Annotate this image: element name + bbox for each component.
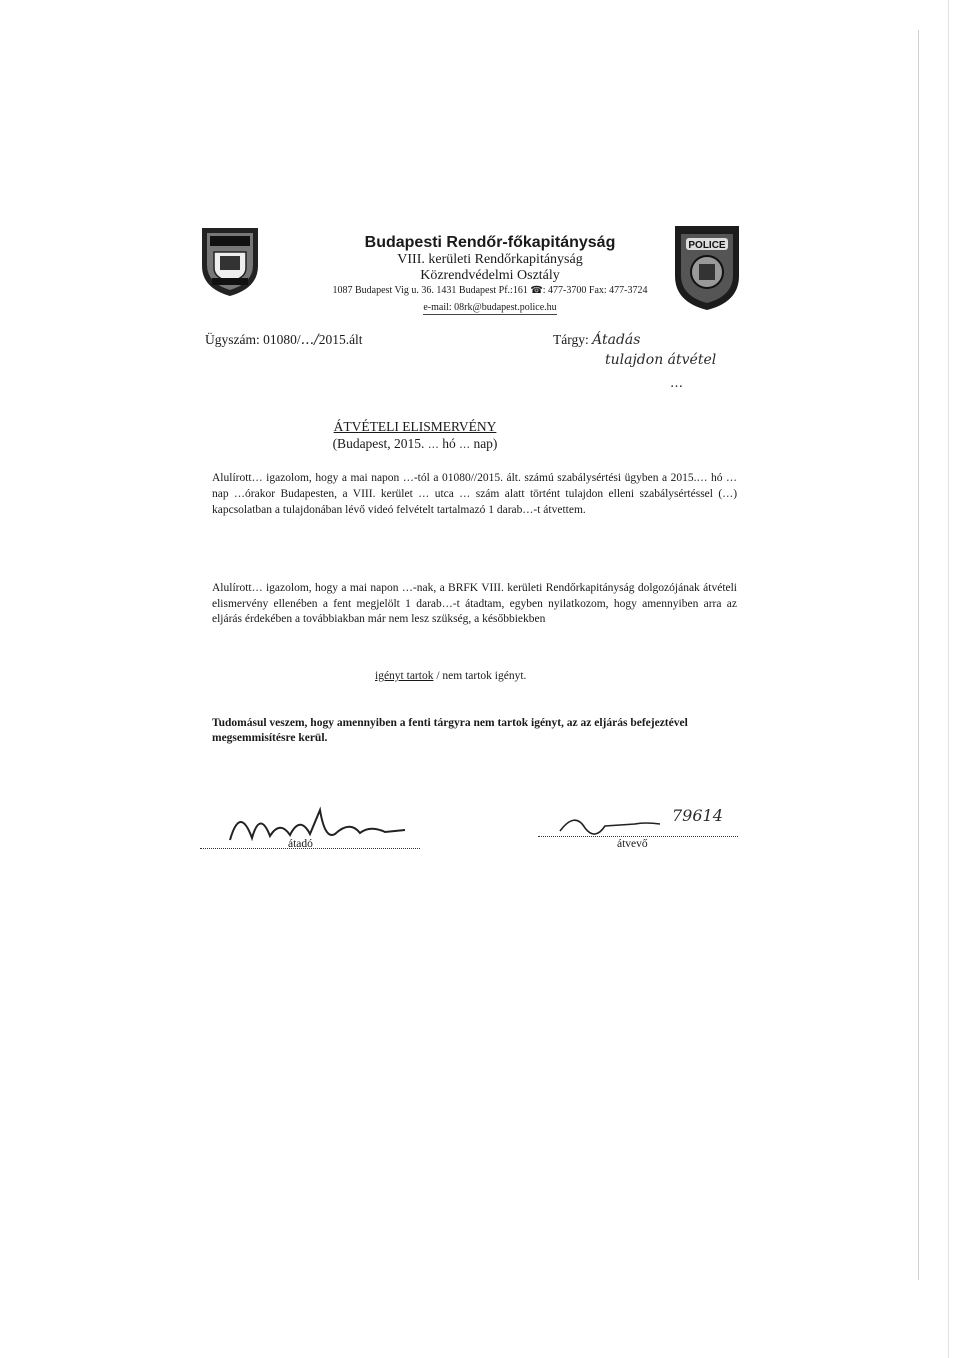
- claim-choice: [375, 670, 526, 682]
- p2-text: -nak,: [412, 582, 437, 594]
- disposal-notice: Tudomásul veszem, hogy amennyiben a fenti tárgyra nem tartok igényt, az az eljárás befejeztével megsemmisítésre kerül.: [212, 717, 688, 744]
- document-title: ÁTVÉTELI ELISMERVÉNY: [333, 419, 497, 434]
- claim-option-no: nem tartok igényt.: [442, 670, 527, 682]
- p2-text: a BRFK VIII. kerületi Rendőrkapitányság dolgozójának átvételi elismervény ellenében a fent: [212, 582, 738, 611]
- p1-item-handwritten: …: [522, 503, 534, 517]
- p1-day-handwritten: …: [726, 471, 738, 484]
- document-date: [300, 435, 530, 453]
- p1-text: nap: [212, 488, 229, 501]
- p1-text: szabálysértéssel (: [639, 488, 723, 501]
- document-title-block: [300, 418, 530, 453]
- p1-text: Alulírott: [212, 472, 252, 484]
- email-line: e-mail: 08rk@budapest.police.hu: [423, 302, 557, 313]
- case-number-handwritten: …/: [300, 332, 319, 348]
- p1-text: -t átvettem.: [533, 504, 586, 517]
- date-prefix: (Budapest, 2015.: [332, 436, 425, 451]
- p2-officer-handwritten: …: [401, 581, 413, 594]
- p2-text: Alulírott: [212, 582, 252, 594]
- p1-text: szám alatt történt tulajdon elleni: [475, 488, 635, 501]
- p2-text: -t átadtam, egyben nyilatkozom, hogy amennyiben: [452, 598, 699, 611]
- receiver-signature: [550, 806, 670, 846]
- p1-text: ) kapcsolatban a tulajdonában lévő videó: [212, 488, 738, 517]
- receiver-label: átvevő: [617, 838, 648, 850]
- p1-month-handwritten: …: [696, 471, 708, 484]
- p1-text: hó: [711, 472, 723, 484]
- p2-text: arra az eljárás érdekében a továbbiakban már nem lesz szükség, a későbbiekben: [212, 598, 737, 626]
- letterhead: [320, 234, 660, 315]
- org-name: Budapesti Rendőr-főkapitányság: [364, 234, 616, 251]
- subject-label: Tárgy:: [553, 332, 589, 347]
- giver-signature: [210, 800, 420, 850]
- subject: [553, 332, 640, 348]
- p1-text: Budapesten, a VIII. kerület: [280, 488, 413, 501]
- p1-text: -tól: [413, 472, 430, 484]
- p1-text: igazolom, hogy a mai napon: [266, 472, 400, 484]
- scan-edge-line: [918, 30, 919, 1280]
- p2-name-handwritten: …: [251, 581, 263, 594]
- p1-text: /2015. ált. számú szabálysértési ügyben a 2015.: [473, 472, 697, 484]
- p1-offense-handwritten: …: [722, 487, 734, 501]
- date-mid: hó: [442, 436, 456, 451]
- p2-item-handwritten: …: [441, 597, 453, 611]
- subject-handwritten-2: tulajdon átvétel: [605, 352, 717, 368]
- date-day-handwritten: …: [459, 438, 471, 451]
- receipt-paragraph-1: [212, 470, 737, 519]
- date-month-handwritten: …: [427, 438, 439, 451]
- p1-hour-handwritten: …: [234, 487, 246, 501]
- p1-text: utca: [434, 488, 454, 501]
- claim-separator: /: [436, 670, 440, 682]
- department: Közrendvédelmi Osztály: [420, 268, 560, 283]
- p1-from-handwritten: …: [402, 471, 414, 484]
- receiver-badge-handwritten: 79614: [672, 806, 723, 825]
- subject-handwritten-1: Átadás: [592, 332, 641, 348]
- police-badge-logo-left: [198, 222, 262, 298]
- receipt-paragraph-2: [212, 580, 737, 628]
- p1-street-handwritten: …: [418, 487, 430, 501]
- p1-text: felvételt tartalmazó 1 darab: [396, 504, 523, 517]
- district-hq: VIII. kerületi Rendőrkapitányság: [397, 252, 583, 267]
- subject-handwritten-3: …: [670, 376, 683, 391]
- receiver-signature-line: [538, 836, 738, 837]
- p1-text: órakor: [245, 488, 276, 501]
- scan-edge-line: [948, 0, 949, 1358]
- p2-text: megjelölt 1 darab: [356, 598, 442, 611]
- giver-label: átadó: [288, 838, 313, 850]
- p1-number-handwritten: …: [459, 487, 471, 501]
- seal-police-text: POLICE: [688, 240, 726, 251]
- date-suffix: nap): [473, 436, 498, 451]
- p1-text: a 01080/: [433, 472, 474, 484]
- claim-option-yes: igényt tartok: [375, 670, 434, 682]
- police-seal-logo-right: [672, 220, 742, 312]
- case-label: Ügyszám: 01080/: [205, 332, 301, 347]
- case-suffix: 2015.ált: [318, 332, 363, 347]
- p1-name-handwritten: …: [251, 471, 263, 484]
- p2-text: igazolom, hogy a mai napon: [265, 582, 399, 594]
- case-number: [205, 332, 363, 348]
- address-line: 1087 Budapest Vig u. 36. 1431 Budapest Pf.:161 ☎: 477-3700 Fax: 477-3724: [332, 285, 648, 296]
